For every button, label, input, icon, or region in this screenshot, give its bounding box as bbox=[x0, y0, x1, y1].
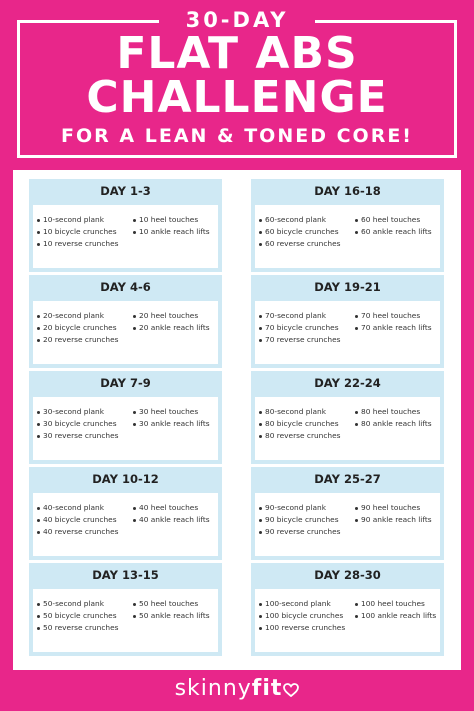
day-title: DAY 19-21 bbox=[314, 280, 381, 294]
exercise-item: 40 bicycle crunches bbox=[37, 514, 119, 526]
day-card bbox=[251, 371, 444, 464]
exercise-item: 30 ankle reach lifts bbox=[133, 418, 210, 430]
exercise-item: 20 bicycle crunches bbox=[37, 322, 119, 334]
brand-text-a: skinny bbox=[174, 676, 252, 701]
title-line-2: CHALLENGE bbox=[86, 72, 388, 123]
exercise-item: 70 ankle reach lifts bbox=[355, 322, 432, 334]
brand-text-b: fit bbox=[251, 676, 283, 701]
exercise-box bbox=[255, 397, 440, 460]
exercise-item: 60 ankle reach lifts bbox=[355, 226, 432, 238]
exercise-list bbox=[37, 310, 119, 346]
exercise-item: 80-second plank bbox=[259, 406, 341, 418]
exercise-item: 60 reverse crunches bbox=[259, 238, 341, 250]
title-line-1: FLAT ABS bbox=[116, 28, 358, 79]
exercise-item: 30 bicycle crunches bbox=[37, 418, 119, 430]
exercise-box bbox=[33, 301, 218, 364]
exercise-box bbox=[33, 397, 218, 460]
exercise-item: 80 ankle reach lifts bbox=[355, 418, 432, 430]
exercise-list bbox=[259, 502, 341, 538]
day-title: DAY 28-30 bbox=[314, 568, 381, 582]
exercise-item: 40-second plank bbox=[37, 502, 119, 514]
exercise-item: 70 reverse crunches bbox=[259, 334, 341, 346]
exercise-list bbox=[133, 406, 210, 430]
exercise-item: 10-second plank bbox=[37, 214, 119, 226]
day-title: DAY 10-12 bbox=[92, 472, 159, 486]
exercise-list bbox=[37, 406, 119, 442]
exercise-item: 50 reverse crunches bbox=[37, 622, 119, 634]
exercise-list bbox=[259, 310, 341, 346]
exercise-item: 90 heel touches bbox=[355, 502, 432, 514]
exercise-item: 90-second plank bbox=[259, 502, 341, 514]
exercise-box bbox=[33, 205, 218, 268]
exercise-list bbox=[133, 502, 210, 526]
exercise-item: 10 ankle reach lifts bbox=[133, 226, 210, 238]
heart-icon bbox=[283, 678, 299, 703]
day-title: DAY 25-27 bbox=[314, 472, 381, 486]
exercise-item: 40 heel touches bbox=[133, 502, 210, 514]
day-title: DAY 13-15 bbox=[92, 568, 159, 582]
exercise-list bbox=[355, 310, 432, 334]
exercise-item: 80 bicycle crunches bbox=[259, 418, 341, 430]
exercise-item: 90 ankle reach lifts bbox=[355, 514, 432, 526]
day-card bbox=[251, 179, 444, 272]
exercise-item: 60 bicycle crunches bbox=[259, 226, 341, 238]
exercise-item: 30 reverse crunches bbox=[37, 430, 119, 442]
day-card bbox=[29, 275, 222, 368]
exercise-box bbox=[255, 301, 440, 364]
header-top: 30-DAY bbox=[185, 8, 289, 32]
day-title: DAY 22-24 bbox=[314, 376, 381, 390]
exercise-item: 100 heel touches bbox=[355, 598, 436, 610]
day-card bbox=[29, 179, 222, 272]
header bbox=[0, 0, 474, 160]
day-card bbox=[251, 275, 444, 368]
exercise-item: 90 reverse crunches bbox=[259, 526, 341, 538]
exercise-item: 60 heel touches bbox=[355, 214, 432, 226]
exercise-box bbox=[33, 589, 218, 652]
day-title: DAY 16-18 bbox=[314, 184, 381, 198]
exercise-list bbox=[355, 214, 432, 238]
exercise-list bbox=[355, 598, 436, 622]
exercise-item: 80 reverse crunches bbox=[259, 430, 341, 442]
exercise-item: 20 ankle reach lifts bbox=[133, 322, 210, 334]
schedule-panel bbox=[13, 170, 461, 670]
day-title: DAY 7-9 bbox=[100, 376, 151, 390]
exercise-list bbox=[355, 406, 432, 430]
exercise-item: 70 bicycle crunches bbox=[259, 322, 341, 334]
exercise-list bbox=[355, 502, 432, 526]
exercise-item: 20 heel touches bbox=[133, 310, 210, 322]
exercise-list bbox=[37, 214, 119, 250]
exercise-item: 10 bicycle crunches bbox=[37, 226, 119, 238]
exercise-list bbox=[259, 214, 341, 250]
exercise-list bbox=[133, 598, 210, 622]
exercise-item: 100 reverse crunches bbox=[259, 622, 345, 634]
exercise-list bbox=[133, 214, 210, 238]
day-card bbox=[251, 563, 444, 656]
exercise-item: 60-second plank bbox=[259, 214, 341, 226]
exercise-box bbox=[255, 493, 440, 556]
exercise-box bbox=[255, 589, 440, 652]
exercise-item: 20 reverse crunches bbox=[37, 334, 119, 346]
day-card bbox=[29, 467, 222, 560]
exercise-list bbox=[259, 598, 345, 634]
exercise-item: 40 ankle reach lifts bbox=[133, 514, 210, 526]
day-card bbox=[29, 563, 222, 656]
exercise-item: 50-second plank bbox=[37, 598, 119, 610]
day-title: DAY 4-6 bbox=[100, 280, 151, 294]
exercise-item: 100 bicycle crunches bbox=[259, 610, 345, 622]
exercise-item: 80 heel touches bbox=[355, 406, 432, 418]
exercise-item: 70 heel touches bbox=[355, 310, 432, 322]
subtitle: FOR A LEAN & TONED CORE! bbox=[61, 125, 413, 147]
exercise-item: 10 heel touches bbox=[133, 214, 210, 226]
exercise-item: 30 heel touches bbox=[133, 406, 210, 418]
exercise-box bbox=[33, 493, 218, 556]
brand-logo bbox=[0, 676, 474, 703]
day-card bbox=[29, 371, 222, 464]
exercise-item: 90 bicycle crunches bbox=[259, 514, 341, 526]
exercise-item: 10 reverse crunches bbox=[37, 238, 119, 250]
exercise-item: 50 heel touches bbox=[133, 598, 210, 610]
exercise-list bbox=[37, 502, 119, 538]
exercise-item: 40 reverse crunches bbox=[37, 526, 119, 538]
day-title: DAY 1-3 bbox=[100, 184, 151, 198]
exercise-item: 50 ankle reach lifts bbox=[133, 610, 210, 622]
exercise-item: 70-second plank bbox=[259, 310, 341, 322]
exercise-item: 100 ankle reach lifts bbox=[355, 610, 436, 622]
exercise-box bbox=[255, 205, 440, 268]
exercise-item: 50 bicycle crunches bbox=[37, 610, 119, 622]
exercise-list bbox=[133, 310, 210, 334]
exercise-item: 20-second plank bbox=[37, 310, 119, 322]
exercise-list bbox=[37, 598, 119, 634]
exercise-list bbox=[259, 406, 341, 442]
day-card bbox=[251, 467, 444, 560]
exercise-item: 100-second plank bbox=[259, 598, 345, 610]
exercise-item: 30-second plank bbox=[37, 406, 119, 418]
